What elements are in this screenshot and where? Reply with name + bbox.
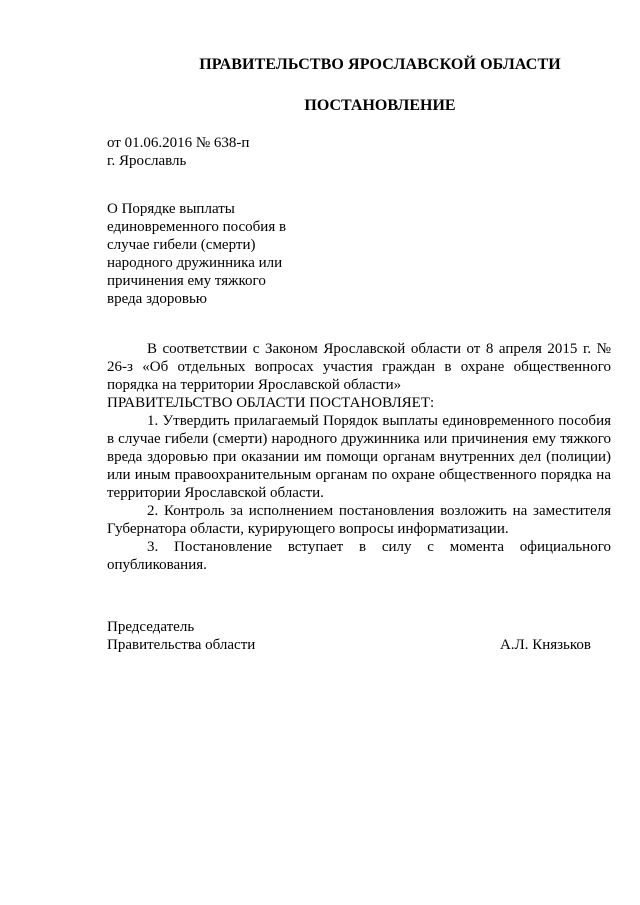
document-meta <box>107 134 249 170</box>
signatory-position-line2: Правительства области <box>107 637 256 653</box>
signatory-position-line1: Председатель <box>107 619 195 635</box>
subject-line: О Порядке выплаты <box>107 201 235 217</box>
signatory-name: А.Л. Князьков <box>499 637 591 653</box>
subject-line: вреда здоровью <box>107 291 207 307</box>
subject-line: случае гибели (смерти) <box>107 237 256 253</box>
clause-1-paragraph: 1. Утвердить прилагаемый Порядок выплаты единовременного пособия в случае гибели (смерти) народного дружинника или причинения ему тяжкого вреда здоровью при оказании им помощи органам внутренних дел (полиции) или иным правоохранительным органам по охране общественного порядка на территории Ярославской области. <box>107 413 611 501</box>
document-city: г. Ярославль <box>107 153 187 169</box>
clause-3-paragraph: 3. Постановление вступает в силу с момента официального опубликования. <box>107 539 611 573</box>
clause-2-paragraph: 2. Контроль за исполнением постановления возложить на заместителя Губернатора области, курирующего вопросы информатизации. <box>107 503 611 537</box>
preamble-paragraph: В соответствии с Законом Ярославской области от 8 апреля 2015 г. № 26-з «Об отдельных вопросах участия граждан в охране общественного порядка на территории Ярославской области» <box>107 341 611 393</box>
subject-line: причинения ему тяжкого <box>107 273 266 289</box>
resolves-line: ПРАВИТЕЛЬСТВО ОБЛАСТИ ПОСТАНОВЛЯЕТ: <box>107 395 435 411</box>
subject-line: единовременного пособия в <box>107 219 287 235</box>
document-body <box>107 340 611 574</box>
signature-block <box>107 618 591 654</box>
organization-title: ПРАВИТЕЛЬСТВО ЯРОСЛАВСКОЙ ОБЛАСТИ <box>199 56 561 73</box>
document-subject <box>107 200 307 308</box>
subject-line: народного дружинника или <box>107 255 283 271</box>
document-date-number: от 01.06.2016 № 638-п <box>107 135 250 151</box>
document-type-heading: ПОСТАНОВЛЕНИЕ <box>304 97 456 114</box>
